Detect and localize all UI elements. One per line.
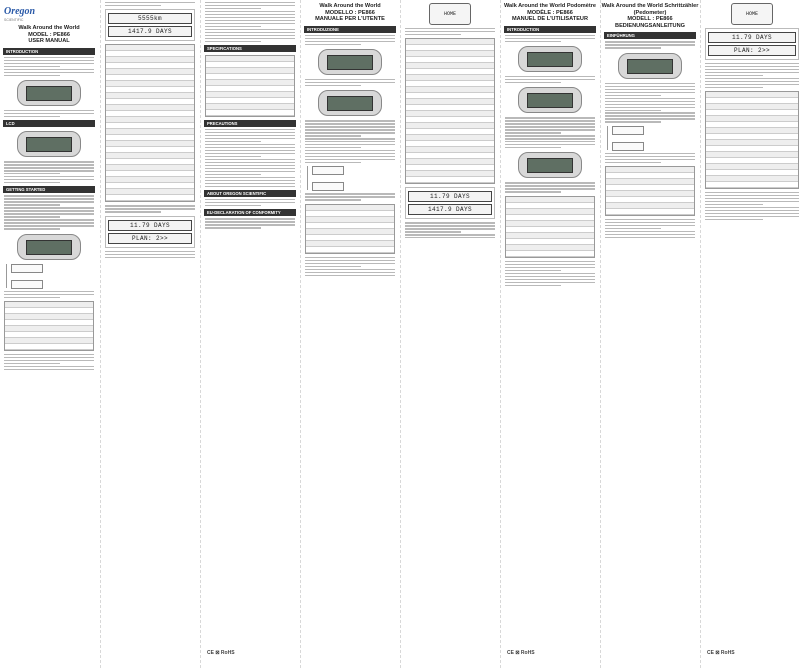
flow-diagram [607, 126, 693, 150]
text-block [505, 35, 595, 42]
home-illustration: HOME [731, 3, 773, 25]
text-block [205, 2, 295, 42]
heading-text: BEDIENUNGSANLEITUNG [615, 22, 685, 29]
text-block [4, 57, 94, 76]
column-italian [300, 0, 399, 668]
text-block [705, 192, 799, 220]
lcd-walk: 11.79 DAYS [708, 32, 796, 43]
model-text: MODEL : PE866 [28, 31, 70, 38]
manual-title-fr [501, 3, 599, 23]
text-block [505, 76, 595, 83]
device-illustration [17, 234, 81, 260]
title-text: Walk Around the World Schrittzähler (Pedometer) [601, 3, 699, 16]
text-block [605, 153, 695, 163]
text-block [505, 261, 595, 286]
section-heading: INTRODUZIONE [304, 26, 396, 33]
text-block [105, 205, 195, 212]
text-block [105, 2, 195, 6]
device-illustration [318, 90, 382, 116]
lcd-plan: PLAN: 2>> [708, 45, 796, 56]
section-heading: LCD [3, 120, 95, 127]
text-block [405, 222, 495, 238]
column-english-steps [100, 0, 199, 668]
table [205, 55, 295, 117]
certification-marks: CE ⊠ RoHS [707, 650, 735, 656]
brand-sub: SCIENTIFIC [4, 18, 24, 22]
text-block [605, 83, 695, 123]
device-illustration [518, 46, 582, 72]
column-english-cover [0, 0, 98, 668]
text-block [4, 161, 94, 183]
device-illustration [17, 131, 81, 157]
table [605, 166, 695, 216]
text-block [305, 79, 395, 86]
flow-diagram [6, 264, 92, 288]
title-text: Walk Around the World [18, 25, 80, 31]
section-heading: GETTING STARTED [3, 186, 95, 193]
lcd-panel [705, 28, 799, 60]
column-italian-steps [400, 0, 499, 668]
table [505, 196, 595, 258]
lcd-days: 1417.9 DAYS [108, 26, 192, 37]
section-heading: EU-DECLARATION OF CONFORMITY [204, 209, 296, 216]
text-block [205, 199, 295, 206]
table [4, 301, 94, 351]
lcd-plan: PLAN: 2>> [108, 233, 192, 244]
heading-text: MANUALE PER L'UTENTE [315, 16, 385, 23]
text-block [305, 35, 395, 45]
text-block [705, 63, 799, 88]
text-block [305, 257, 395, 276]
certification-marks: CE ⊠ RoHS [207, 650, 235, 656]
column-english-continued [200, 0, 299, 668]
column-german-steps [700, 0, 802, 668]
section-heading: INTRODUCTION [3, 48, 95, 55]
text-block [205, 129, 295, 187]
table [105, 44, 195, 202]
home-illustration: HOME [429, 3, 471, 25]
section-heading: ABOUT OREGON SCIENTIFIC [204, 190, 296, 197]
manual-title-en [0, 25, 98, 45]
text-block [505, 182, 595, 192]
text-block [305, 120, 395, 163]
lcd-panel [405, 187, 495, 219]
text-block [505, 117, 595, 148]
text-block [4, 354, 94, 370]
certification-marks: CE ⊠ RoHS [507, 650, 535, 656]
device-illustration [518, 87, 582, 113]
manual-title-de [601, 3, 699, 29]
text-block [105, 251, 195, 258]
section-heading: PRECAUTIONS [204, 120, 296, 127]
model-text: MODÈLE : PE866 [527, 9, 573, 16]
text-block [305, 193, 395, 200]
table [305, 204, 395, 254]
manual-title-it [301, 3, 399, 23]
device-illustration [518, 152, 582, 178]
column-french [500, 0, 599, 668]
text-block [605, 41, 695, 48]
lcd-days: 1417.9 DAYS [408, 204, 492, 215]
column-german [600, 0, 699, 668]
lcd-walk: 11.79 DAYS [108, 220, 192, 231]
model-text: MODELL : PE866 [627, 16, 673, 23]
lcd-distance: 5555km [108, 13, 192, 24]
text-block [4, 110, 94, 117]
title-text: Walk Around the World [319, 3, 381, 9]
text-block [405, 28, 495, 35]
device-illustration [17, 80, 81, 106]
table [405, 38, 495, 184]
lcd-panel [105, 9, 195, 41]
section-heading: SPECIFICATIONS [204, 45, 296, 52]
heading-text: USER MANUAL [28, 38, 70, 45]
device-illustration [318, 49, 382, 75]
section-heading: EINFÜHRUNG [604, 32, 696, 39]
title-text: Walk Around the World Podomètre [503, 3, 597, 9]
lcd-panel [105, 216, 195, 248]
brand-logo: Oregon [4, 6, 36, 17]
text-block [605, 219, 695, 238]
lcd-walk: 11.79 DAYS [408, 191, 492, 202]
flow-diagram [307, 166, 393, 190]
text-block [205, 218, 295, 228]
device-illustration [618, 53, 682, 79]
table [705, 91, 799, 189]
text-block [4, 195, 94, 229]
model-text: MODELLO : PE866 [325, 9, 375, 16]
text-block [4, 291, 94, 298]
heading-text: MANUEL DE L'UTILISATEUR [511, 16, 588, 23]
section-heading: INTRODUCTION [504, 26, 596, 33]
